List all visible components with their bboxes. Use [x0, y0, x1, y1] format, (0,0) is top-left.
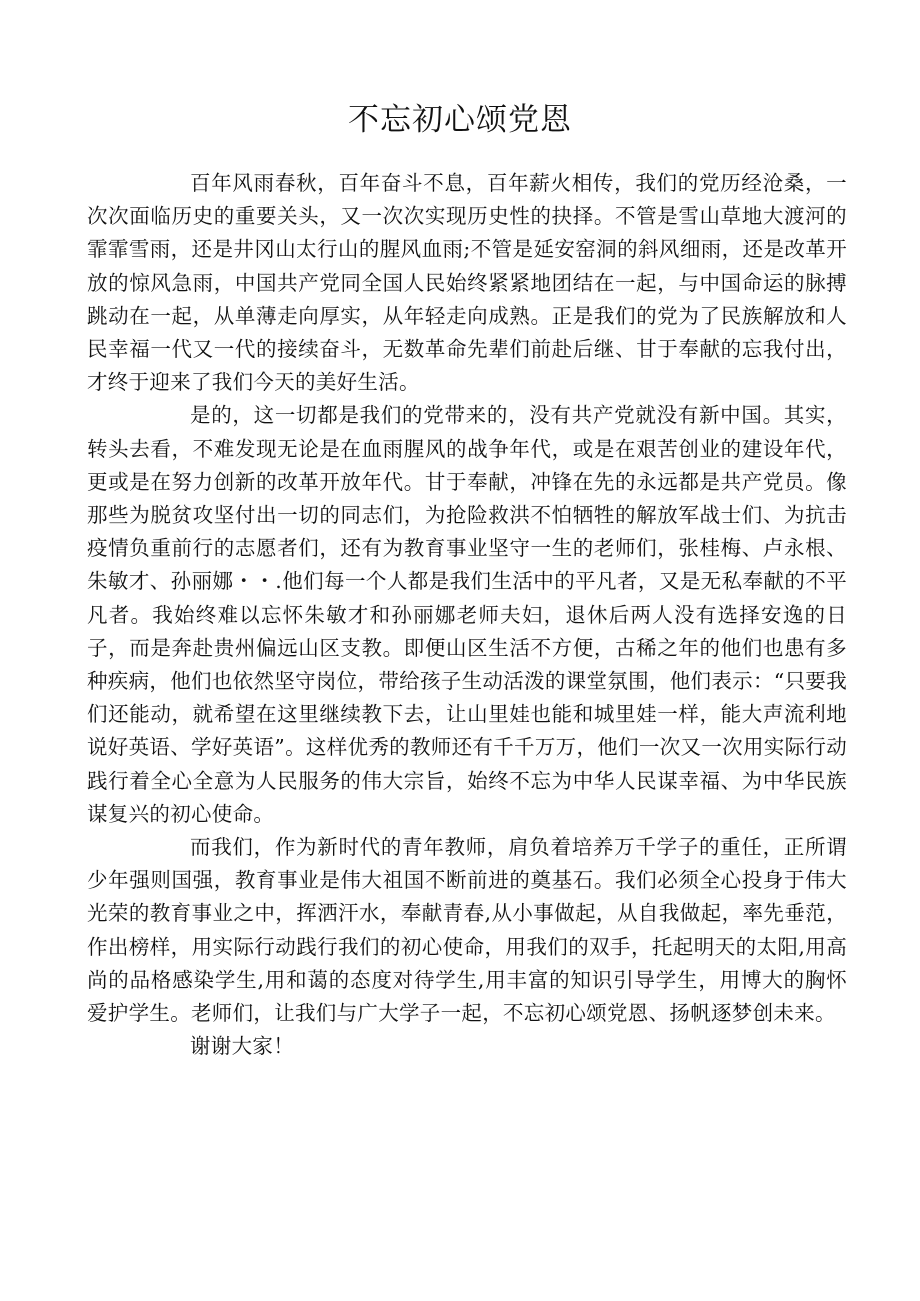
document-body: [87, 167, 847, 1063]
paragraph-2: 是的，这一切都是我们的党带来的，没有共产党就没有新中国。其实，转头去看，不难发现无论是在血雨腥风的战争年代，或是在艰苦创业的建设年代，更或是在努力创新的改革开放年代。甘于奉献，冲锋在先的永远都是共产党员。像那些为脱贫攻坚付出一切的同志们，为抢险救洪不怕牺牲的解放军战士们、为抗击疫情负重前行的志愿者们，还有为教育事业坚守一生的老师们，张桂梅、卢永根、朱敏才、孙丽娜・・.他们每一个人都是我们生活中的平凡者，又是无私奉献的不平凡者。我始终难以忘怀朱敏才和孙丽娜老师夫妇，退休后两人没有选择安逸的日子，而是奔赴贵州偏远山区支教。即便山区生活不方便，古稀之年的他们也患有多种疾病，他们也依然坚守岗位，带给孩子生动活泼的课堂氛围，他们表示：“只要我们还能动，就希望在这里继续教下去，让山里娃也能和城里娃一样，能大声流利地说好英语、学好英语”。这样优秀的教师还有千千万万，他们一次又一次用实际行动践行着全心全意为人民服务的伟大宗旨，始终不忘为中华人民谋幸福、为中华民族谋复兴的初心使命。: [87, 403, 847, 826]
paragraph-3: 而我们，作为新时代的青年教师，肩负着培养万千学子的重任，正所谓少年强则国强，教育事业是伟大祖国不断前进的奠基石。我们必须全心投身于伟大光荣的教育事业之中，挥洒汗水，奉献青春,从小事做起，从自我做起，率先垂范，作出榜样，用实际行动践行我们的初心使命，用我们的双手，托起明天的太阳,用高尚的品格感染学生,用和蔼的态度对待学生,用丰富的知识引导学生，用博大的胸怀爱护学生。老师们，让我们与广大学子一起，不忘初心颂党恩、扬帆逐梦创未来。: [87, 835, 847, 1026]
document-title: 不忘初心颂党恩: [348, 102, 572, 138]
closing-line: 谢谢大家！: [190, 1034, 294, 1059]
paragraph-1: 百年风雨春秋，百年奋斗不息，百年薪火相传，我们的党历经沧桑，一次次面临历史的重要关头，又一次次实现历史性的抉择。不管是雪山草地大渡河的霏霏雪雨，还是井冈山太行山的腥风血雨;不管是延安窑洞的斜风细雨，还是改革开放的惊风急雨，中国共产党同全国人民始终紧紧地团结在一起，与中国命运的脉搏跳动在一起，从单薄走向厚实，从年轻走向成熟。正是我们的党为了民族解放和人民幸福一代又一代的接续奋斗，无数革命先辈们前赴后继、甘于奉献的忘我付出，才终于迎来了我们今天的美好生活。: [87, 171, 847, 395]
